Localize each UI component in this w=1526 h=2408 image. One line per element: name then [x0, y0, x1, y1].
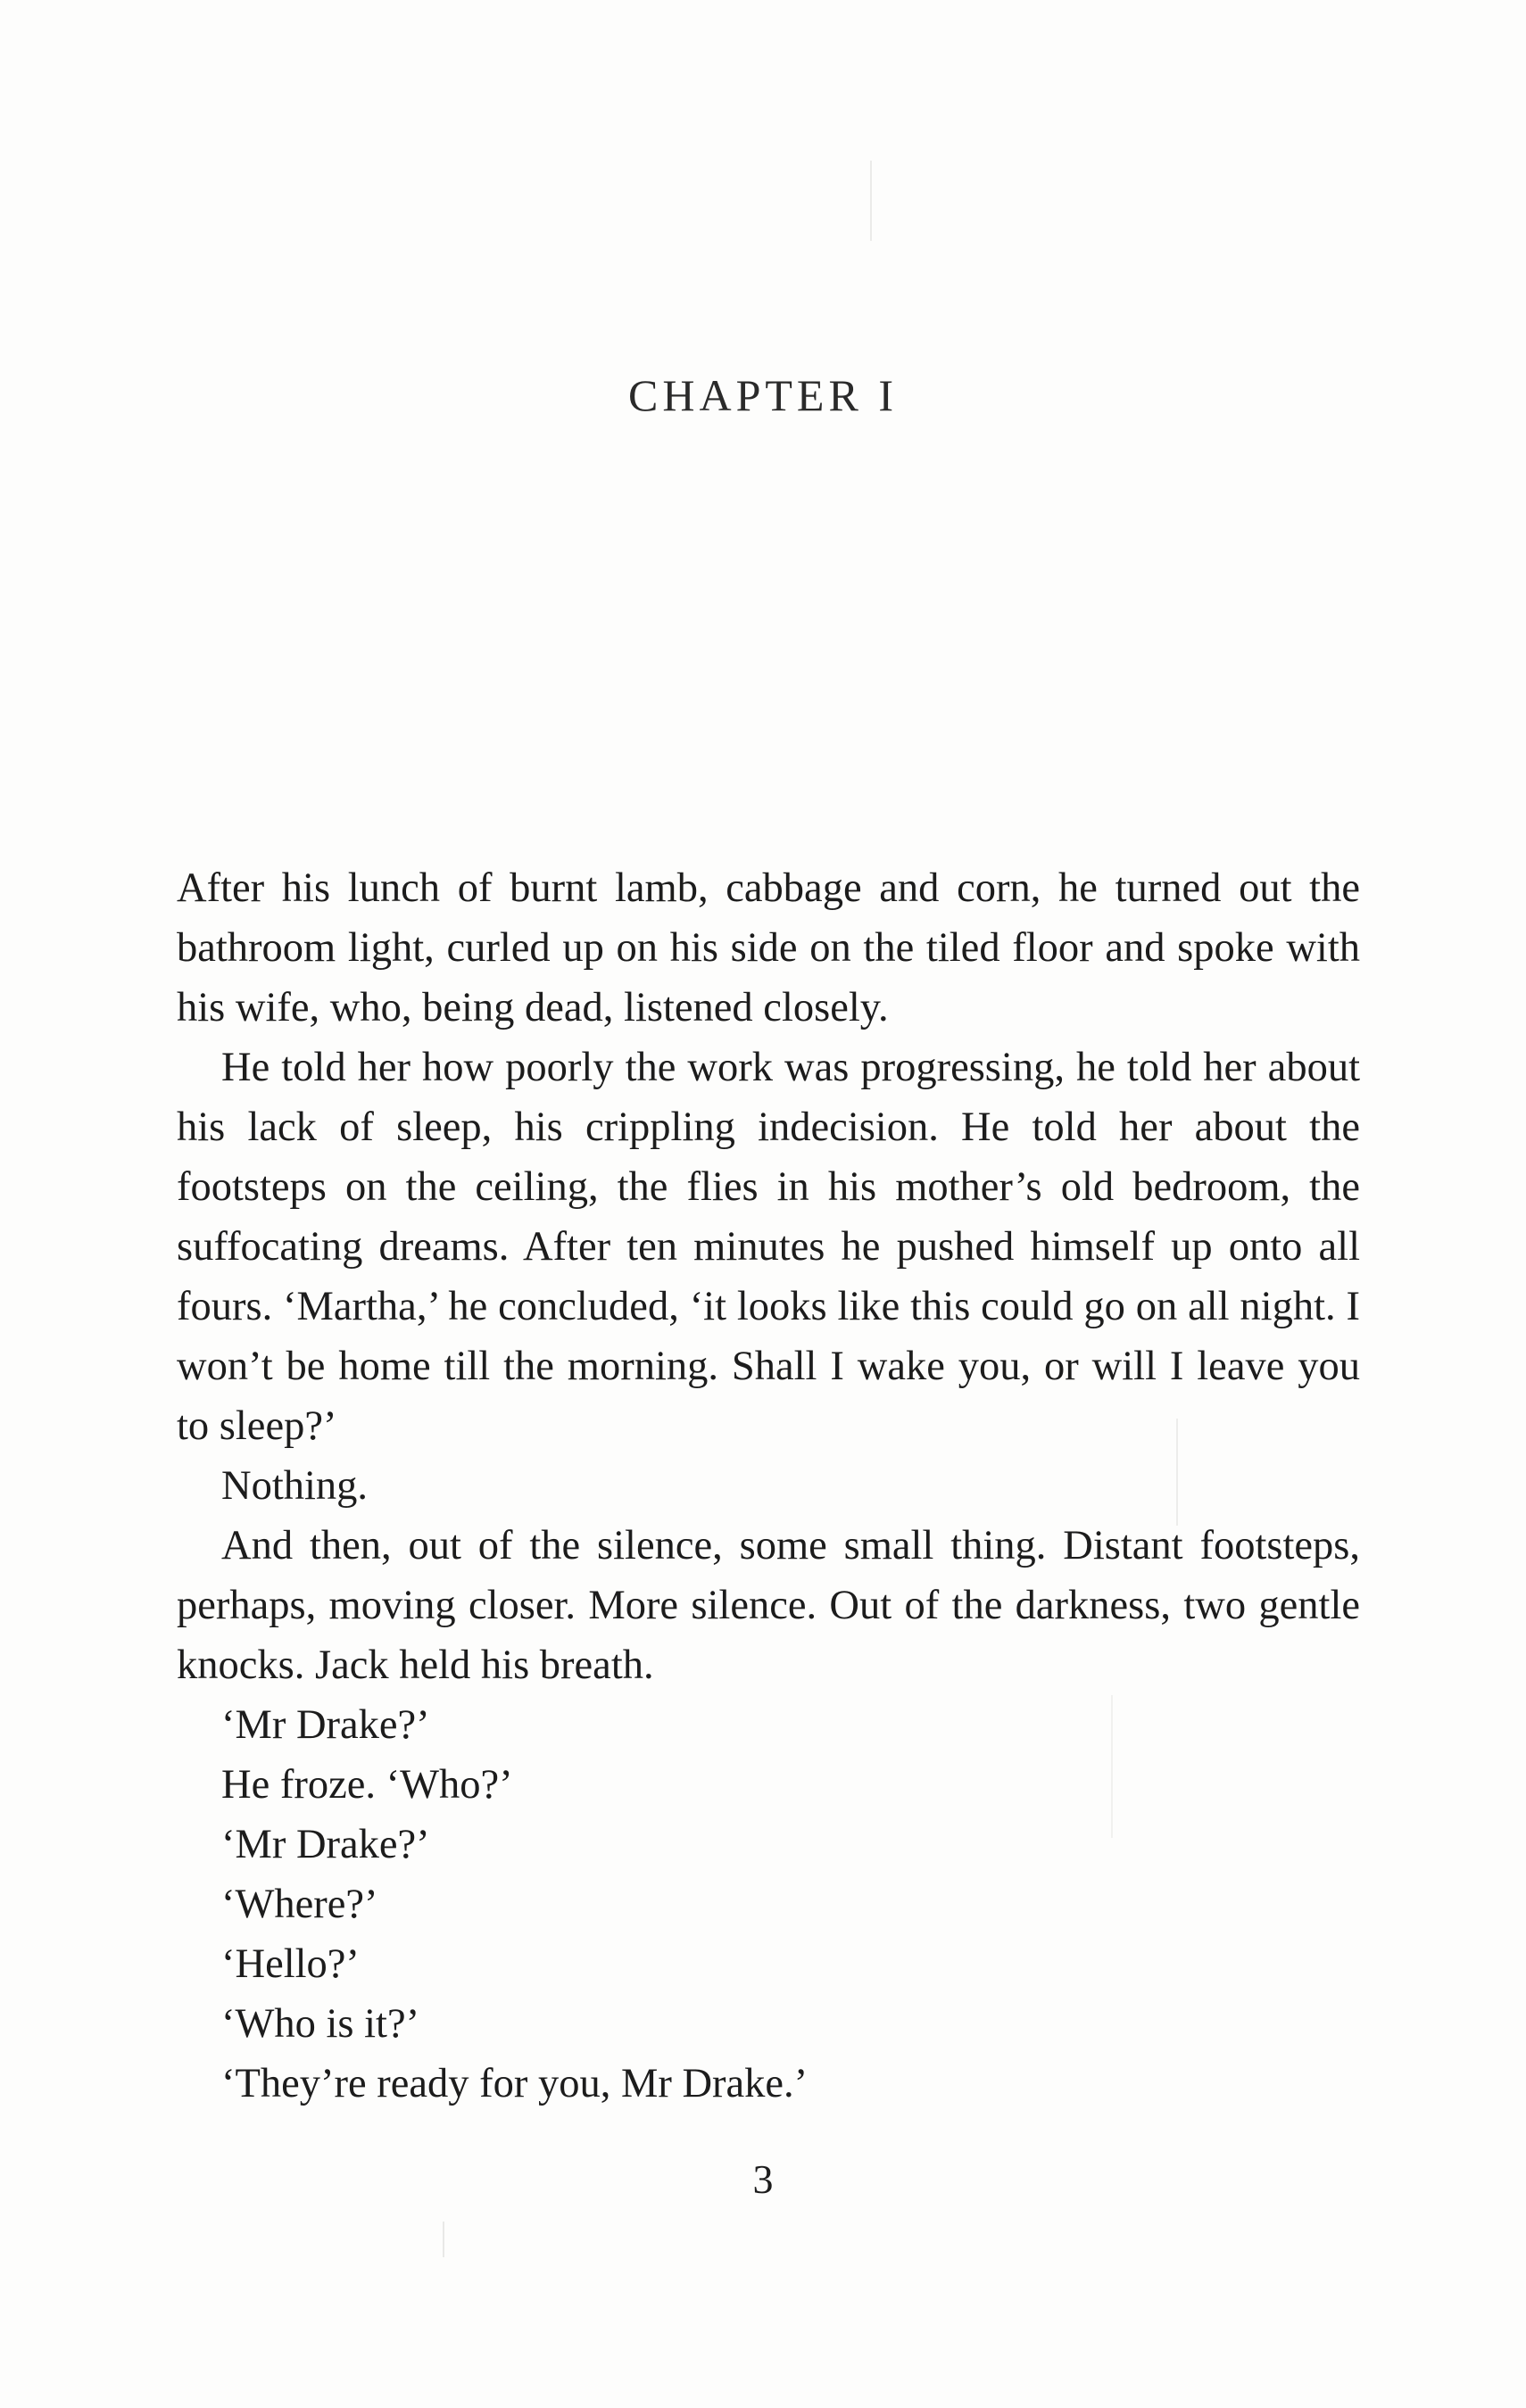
dialogue-line: ‘Where?’ — [221, 1882, 378, 1927]
dialogue-line: ‘They’re ready for you, Mr Drake.’ — [221, 2061, 809, 2106]
dialogue-line: ‘Mr Drake?’ — [221, 1702, 430, 1748]
paragraph: And then, out of the silence, some small thing. Distant footsteps, perhaps, moving closer. More silence. Out of the darkness, two gentle knocks. Jack held his breath. — [177, 1523, 1360, 1688]
paragraph: Nothing. — [221, 1463, 369, 1509]
dialogue-line: He froze. ‘Who?’ — [221, 1762, 513, 1808]
scan-mark — [870, 161, 872, 241]
paragraph: After his lunch of burnt lamb, cabbage and corn, he turned out the bathroom light, curled up on his side on the tiled floor and spoke with his wife, who, being dead, listened closely. — [177, 865, 1360, 1030]
dialogue-line: ‘Mr Drake?’ — [221, 1822, 430, 1867]
chapter-body — [177, 858, 1360, 2114]
dialogue-line: ‘Hello?’ — [221, 1941, 360, 1987]
dialogue-line: ‘Who is it?’ — [221, 2001, 420, 2047]
paragraph: He told her how poorly the work was progressing, he told her about his lack of sleep, his crippling indecision. He told her about the footsteps on the ceiling, the flies in his mother’s old bedroom, the suffocating dreams. After ten minutes he pushed himself up onto all fours. ‘Martha,’ he concluded, ‘it looks like this could go on all night. I won’t be home till the morning. Shall I wake you, or will I leave you to sleep?’ — [177, 1045, 1360, 1449]
page-number: 3 — [752, 2156, 774, 2202]
chapter-heading: CHAPTER I — [628, 370, 898, 420]
scan-mark — [443, 2222, 444, 2257]
